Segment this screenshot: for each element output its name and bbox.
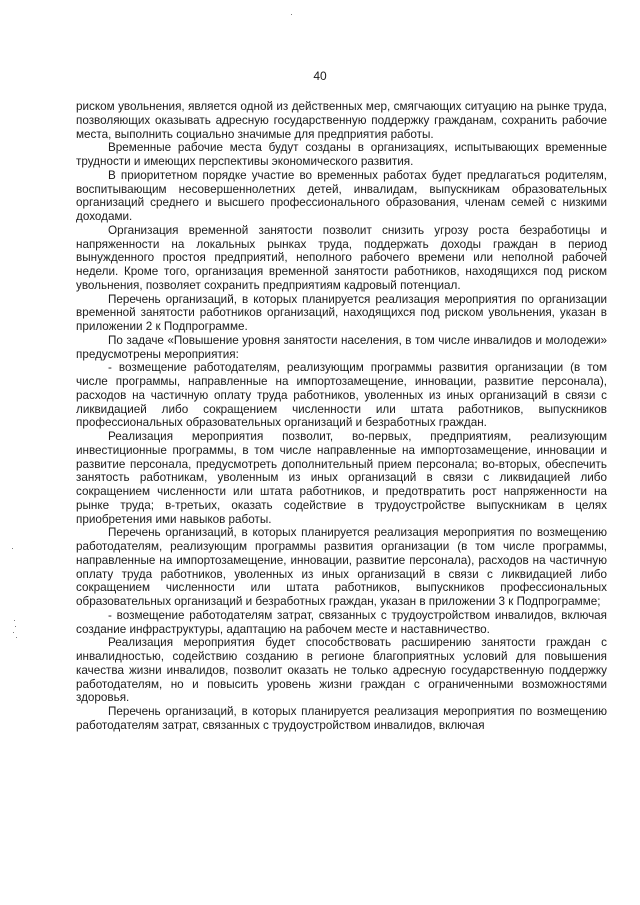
paragraph: Перечень организаций, в которых планируется реализация мероприятия по организации временной занятости работников организаций, находящихся под риском увольнения, указан в приложении 2 к Подпрограмме. (76, 292, 607, 333)
list-item-paragraph: - возмещение работодателям, реализующим программы развития организации (в том числе программы, направленные на импортозамещение, инновации, развитие персонала), расходов на частичную оплату труда работников, уволенных из иных организаций в связи с ликвидацией либо сокращением численности или штата работников, выпускников профессиональных образовательных организаций и безработных граждан. (76, 361, 607, 430)
page-number: 40 (313, 69, 327, 83)
scan-speck (12, 548, 13, 549)
scan-speck (15, 626, 16, 627)
paragraph: В приоритетном порядке участие во временных работах будет предлагаться родителям, воспитывающим несовершеннолетних детей, инвалидам, выпускникам образовательных организаций среднего и высшего профессионального образования, членам семей с низкими доходами. (76, 168, 607, 223)
paragraph: Реализация мероприятия позволит, во-первых, предприятиям, реализующим инвестиционные программы, в том числе направленные на импортозамещение, инновации и развитие персонала, предусмотреть дополнительный прием персонала; во-вторых, обеспечить занятость работникам, уволенным из иных организаций в связи с ликвидацией либо сокращением численности или штата работников, и предотвратить рост напряженности на рынке труда; в-третьих, оказать содействие в трудоустройстве выпускникам в целях приобретения ими навыков работы. (76, 430, 607, 526)
scan-speck (16, 637, 17, 638)
paragraph: риском увольнения, является одной из действенных мер, смягчающих ситуацию на рынке труда, позволяющих оказывать адресную государственную поддержку гражданам, сохранить рабочие места, выполнить социально значимые для предприятия работы. (76, 100, 607, 141)
paragraph: Перечень организаций, в которых планируется реализация мероприятия по возмещению работодателям затрат, связанных с трудоустройством инвалидов, включая (76, 705, 607, 732)
scan-speck (14, 620, 15, 621)
paragraph: Реализация мероприятия будет способствовать расширению занятости граждан с инвалидностью, содействию созданию в регионе благоприятных условий для повышения качества жизни инвалидов, позволит оказать не только адресную государственную поддержку работодателям, но и повысить уровень жизни граждан с ограниченными возможностями здоровья. (76, 636, 607, 705)
paragraph: Организация временной занятости позволит снизить угрозу роста безработицы и напряженности на локальных рынках труда, поддержать доходы граждан в период вынужденного простоя предприятий, неполного рабочего времени или неполной рабочей недели. Кроме того, организация временной занятости работников, находящихся под риском увольнения, позволяет сохранить предприятиям кадровый потенциал. (76, 223, 607, 292)
document-body (76, 100, 607, 733)
paragraph: Временные рабочие места будут созданы в организациях, испытывающих временные трудности и имеющих перспективы экономического развития. (76, 141, 607, 168)
paragraph: Перечень организаций, в которых планируется реализация мероприятия по возмещению работодателям, реализующим программы развития организации (в том числе программы, направленные на импортозамещение, инновации, развитие персонала), расходов на частичную оплату труда работников, уволенных из иных организаций в связи с ликвидацией либо сокращением численности или штата работников, выпускников профессиональных образовательных организаций и безработных граждан, указан в приложении 3 к Подпрограмме; (76, 526, 607, 608)
paragraph: По задаче «Повышение уровня занятости населения, в том числе инвалидов и молодежи» предусмотрены мероприятия: (76, 333, 607, 361)
list-item-paragraph: - возмещение работодателям затрат, связанных с трудоустройством инвалидов, включая создание инфраструктуры, адаптацию на рабочем месте и наставничество. (76, 608, 607, 636)
scan-speck (291, 14, 292, 15)
scan-speck (13, 632, 14, 633)
